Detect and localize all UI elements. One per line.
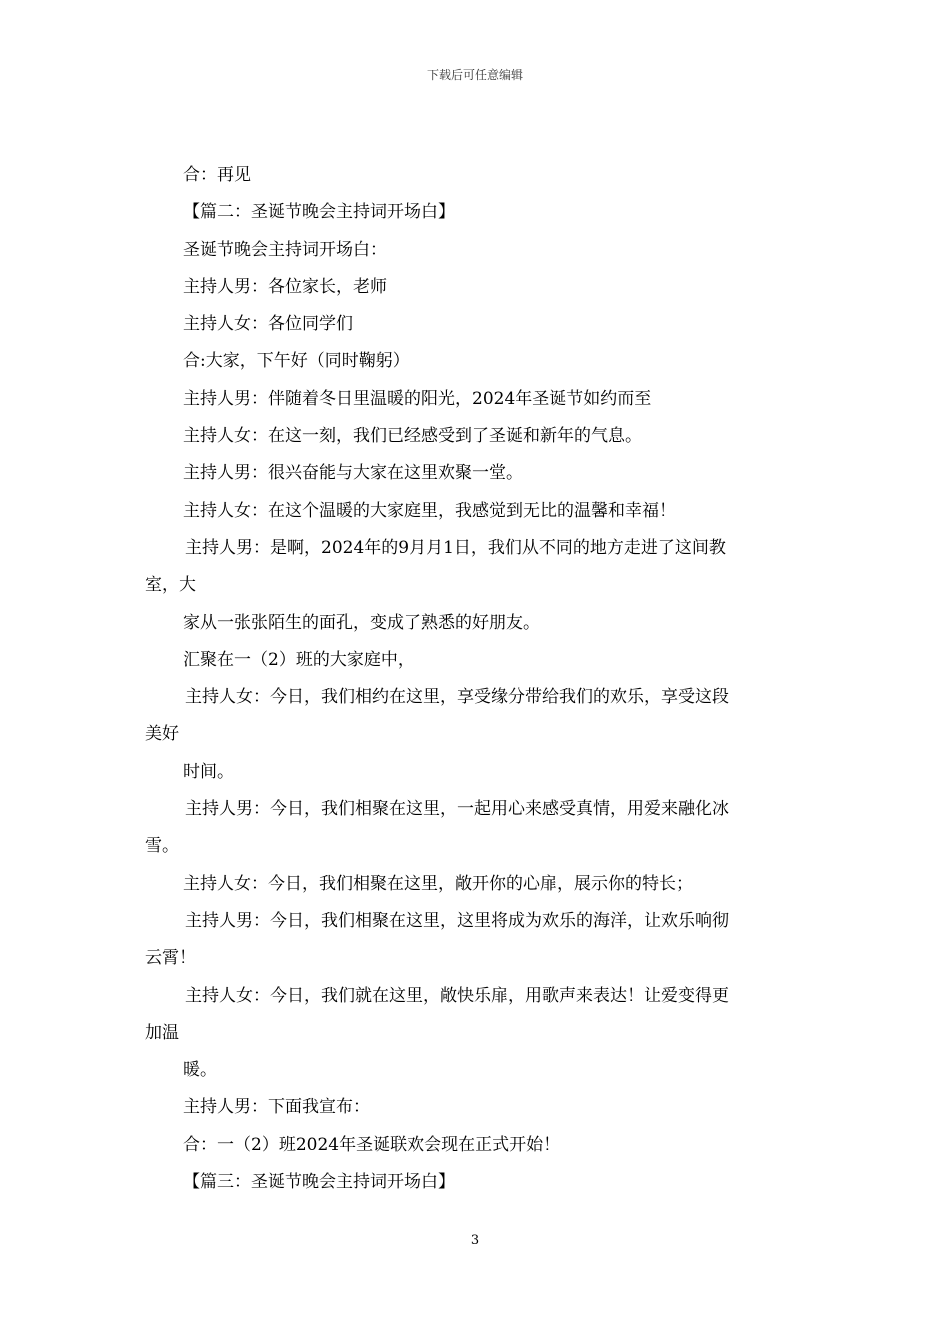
text-line: 室，大 <box>145 575 196 596</box>
text-line: 加温 <box>145 1022 179 1043</box>
text-line: 主持人男：伴随着冬日里温暖的阳光，2024年圣诞节如约而至 <box>183 388 652 409</box>
text-line: 主持人女：在这个温暖的大家庭里，我感觉到无比的温馨和幸福！ <box>183 500 676 521</box>
text-line: 主持人男：很兴奋能与大家在这里欢聚一堂。 <box>183 463 523 484</box>
document-body <box>145 160 815 1204</box>
text-line: 主持人男：各位家长，老师 <box>183 276 387 297</box>
section-heading: 【篇二：圣诞节晚会主持词开场白】 <box>183 202 455 223</box>
text-line: 主持人女：今日，我们相聚在这里，敞开你的心扉，展示你的特长； <box>183 873 693 894</box>
text-line: 暖。 <box>183 1060 217 1081</box>
text-line: 主持人男：今日，我们相聚在这里，这里将成为欢乐的海洋，让欢乐响彻 <box>185 910 729 931</box>
text-line: 家从一张张陌生的面孔，变成了熟悉的好朋友。 <box>183 612 540 633</box>
text-line: 云霄！ <box>145 948 196 969</box>
text-line: 时间。 <box>183 761 234 782</box>
text-line: 主持人男：是啊，2024年的9月月1日，我们从不同的地方走进了这间教 <box>185 537 726 558</box>
text-line: 主持人女：各位同学们 <box>183 314 353 335</box>
text-line: 圣诞节晚会主持词开场白： <box>183 239 387 260</box>
text-line: 汇聚在一（2）班的大家庭中， <box>183 649 415 670</box>
text-line: 合：一（2）班2024年圣诞联欢会现在正式开始！ <box>183 1134 561 1155</box>
text-line: 主持人女：在这一刻，我们已经感受到了圣诞和新年的气息。 <box>183 426 642 447</box>
page-number: 3 <box>470 1233 480 1248</box>
text-line: 美好 <box>145 724 179 745</box>
text-line: 雪。 <box>145 836 179 857</box>
section-heading: 【篇三：圣诞节晚会主持词开场白】 <box>183 1172 455 1193</box>
text-line: 主持人女：今日，我们就在这里，敞快乐扉，用歌声来表达！让爱变得更 <box>185 985 729 1006</box>
text-line: 合:大家，下午好（同时鞠躬） <box>183 351 410 372</box>
text-line: 主持人男：下面我宣布： <box>183 1097 370 1118</box>
text-line: 主持人女：今日，我们相约在这里，享受缘分带给我们的欢乐，享受这段 <box>185 687 729 708</box>
text-line: 合：再见 <box>183 165 251 185</box>
text-line: 主持人男：今日，我们相聚在这里，一起用心来感受真情，用爱来融化冰 <box>185 799 729 820</box>
page-header: 下载后可任意编辑 <box>426 68 523 82</box>
